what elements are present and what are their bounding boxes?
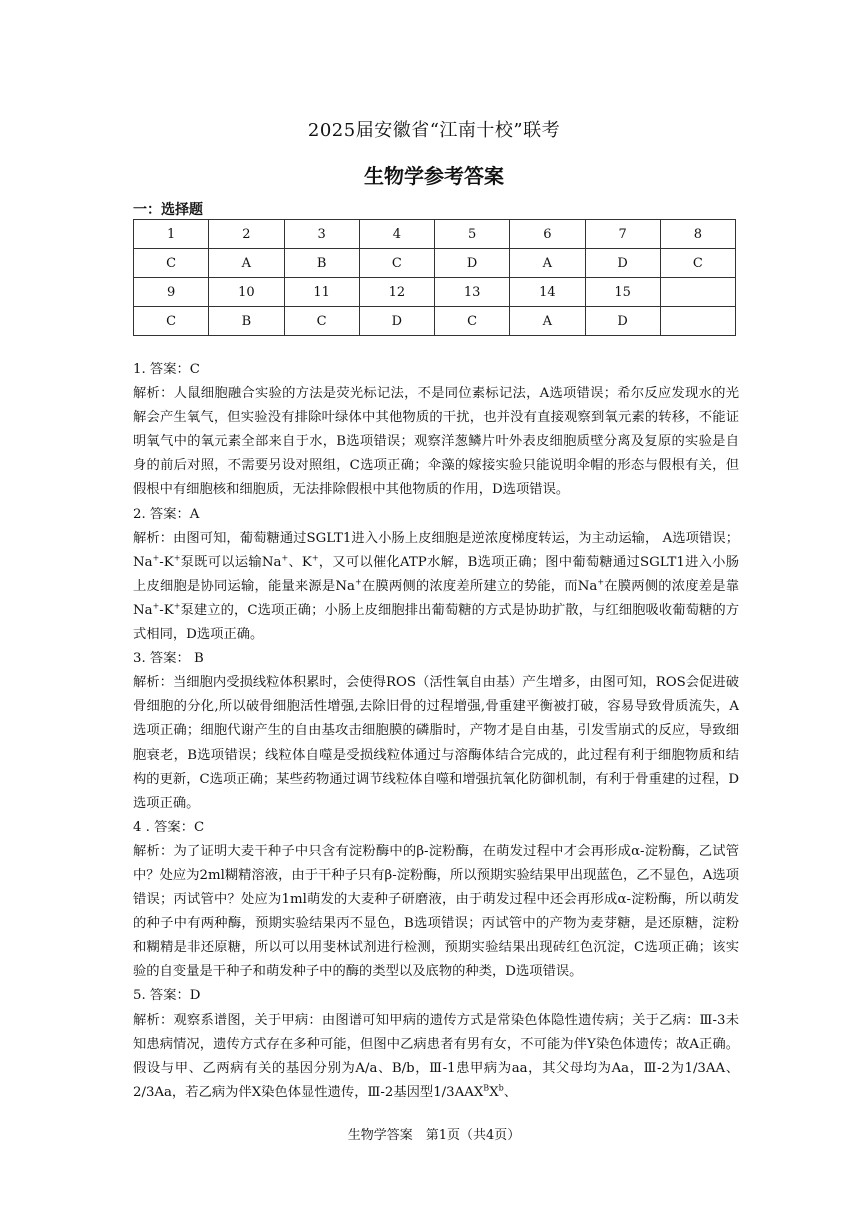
table-cell: D <box>359 307 434 336</box>
subject-title: 生物学参考答案 <box>364 164 504 188</box>
answer-explanations <box>133 358 739 1105</box>
table-cell: D <box>585 249 660 278</box>
table-cell: 4 <box>359 220 434 249</box>
table-cell: D <box>435 249 510 278</box>
answer-row <box>134 307 736 336</box>
table-cell: 11 <box>284 278 359 307</box>
table-cell <box>660 307 735 336</box>
table-cell: B <box>209 307 284 336</box>
answer-line: 5. 答案：D <box>133 988 201 1004</box>
analysis-paragraph: 解析：为了证明大麦干种子中只含有淀粉酶中的β-淀粉酶，在萌发过程中才会再形成α-淀粉酶，乙试管中？处应为2ml糊精溶液，由于干种子只有β-淀粉酶，所以预期实验结果甲出现蓝色，乙不显色，A选项错误；丙试管中？处应为1ml萌发的大麦种子研磨液，由于萌发过程中还会再形成α-淀粉酶，所以萌发的种子中有两种酶，预期实验结果丙不显色，B选项错误；丙试管中的产物为麦芽糖，是还原糖，淀粉和糊精是非还原糖，所以可以用斐林试剂进行检测，预期实验结果出现砖红色沉淀，C选项正确；该实验的自变量是干种子和萌发种子中的酶的类型以及底物的种类，D选项错误。 <box>133 843 739 980</box>
analysis-paragraph: 解析：人鼠细胞融合实验的方法是荧光标记法，不是同位素标记法，A选项错误；希尔反应发现水的光解会产生氧气，但实验没有排除叶绿体中其他物质的干扰，也并没有直接观察到氧元素的转移，不能证明氧气中的氧元素全部来自于水，B选项错误；观察洋葱鳞片叶外表皮细胞质壁分离及复原的实验是自身的前后对照，不需要另设对照组，C选项正确；伞藻的嫁接实验只能说明伞帽的形态与假根有关，但假根中有细胞核和细胞质，无法排除假根中其他物质的作用，D选项错误。 <box>133 386 739 498</box>
table-cell: 14 <box>510 278 585 307</box>
answer-line: 1. 答案：C <box>133 362 200 377</box>
analysis-paragraph: 解析：由图可知，葡萄糖通过SGLT1进入小肠上皮细胞是逆浓度梯度转运，为主动运输， A选项错误；Na+-K+泵既可以运输Na+、K+，又可以催化ATP水解，B选项正确；图中葡萄糖通过SGLT1进入小肠上皮细胞是协同运输，能量来源是Na+在膜两侧的浓度差所建立的势能，而Na+在膜两侧的浓度差是靠Na+-K+泵建立的，C选项正确；小肠上皮细胞排出葡萄糖的方式是协助扩散，与红细胞吸收葡萄糖的方式相同，D选项正确。 <box>133 530 740 643</box>
table-cell: C <box>435 307 510 336</box>
table-cell: 1 <box>134 220 209 249</box>
table-cell: 9 <box>134 278 209 307</box>
table-cell: 5 <box>435 220 510 249</box>
table-cell: 6 <box>510 220 585 249</box>
table-cell: C <box>134 249 209 278</box>
table-cell: 12 <box>359 278 434 307</box>
table-cell: 7 <box>585 220 660 249</box>
table-cell <box>660 278 735 307</box>
table-cell: C <box>660 249 735 278</box>
table-cell: A <box>510 307 585 336</box>
table-cell: C <box>134 307 209 336</box>
table-cell: 2 <box>209 220 284 249</box>
exam-title: 2025届安徽省“江南十校”联考 <box>307 120 561 141</box>
table-cell: 3 <box>284 220 359 249</box>
table-cell: A <box>510 249 585 278</box>
answer-line: 3. 答案： B <box>133 651 204 667</box>
table-cell: A <box>209 249 284 278</box>
question-number-row <box>134 220 736 249</box>
question-number-row <box>134 278 736 307</box>
table-cell: 15 <box>585 278 660 307</box>
answer-line: 4 . 答案：C <box>133 819 205 835</box>
table-cell: B <box>284 249 359 278</box>
table-cell: C <box>359 249 434 278</box>
answer-line: 2. 答案：A <box>133 506 200 522</box>
section-title: 一：选择题 <box>133 202 203 218</box>
table-cell: 13 <box>435 278 510 307</box>
analysis-paragraph: 解析：观察系谱图，关于甲病：由图谱可知甲病的遗传方式是常染色体隐性遗传病；关于乙病：Ⅲ-3未知患病情况，遗传方式存在多种可能，但图中乙病患者有男有女，不可能为伴Y染色体遗传；故A正确。假设与甲、乙两病有关的基因分别为A/a、B/b，Ⅲ-1患甲病为aa，其父母均为Aa，Ⅲ-2为1/3AA、2/3Aa，若乙病为伴X染色体显性遗传，Ⅲ-2基因型$1/3AAX^BX^b$、 <box>133 1012 739 1100</box>
table-cell: 8 <box>660 220 735 249</box>
page-footer: 生物学答案 第1页（共4页） <box>347 1128 521 1143</box>
table-cell: 10 <box>209 278 284 307</box>
table-cell: C <box>284 307 359 336</box>
table-cell: D <box>585 307 660 336</box>
analysis-paragraph: 解析：当细胞内受损线粒体积累时，会使得ROS（活性氧自由基）产生增多，由图可知，ROS会促进破骨细胞的分化,所以破骨细胞活性增强,去除旧骨的过程增强,骨重建平衡被打破，容易导致骨质流失，A选项正确；细胞代谢产生的自由基攻击细胞膜的磷脂时，产物才是自由基，引发雪崩式的反应，导致细胞衰老，B选项错误；线粒体自噬是受损线粒体通过与溶酶体结合完成的，此过程有利于细胞物质和结构的更新，C选项正确；某些药物通过调节线粒体自噬和增强抗氧化防御机制，有利于骨重建的过程，D选项正确。 <box>133 675 739 811</box>
answer-table <box>133 219 736 336</box>
answer-row <box>134 249 736 278</box>
